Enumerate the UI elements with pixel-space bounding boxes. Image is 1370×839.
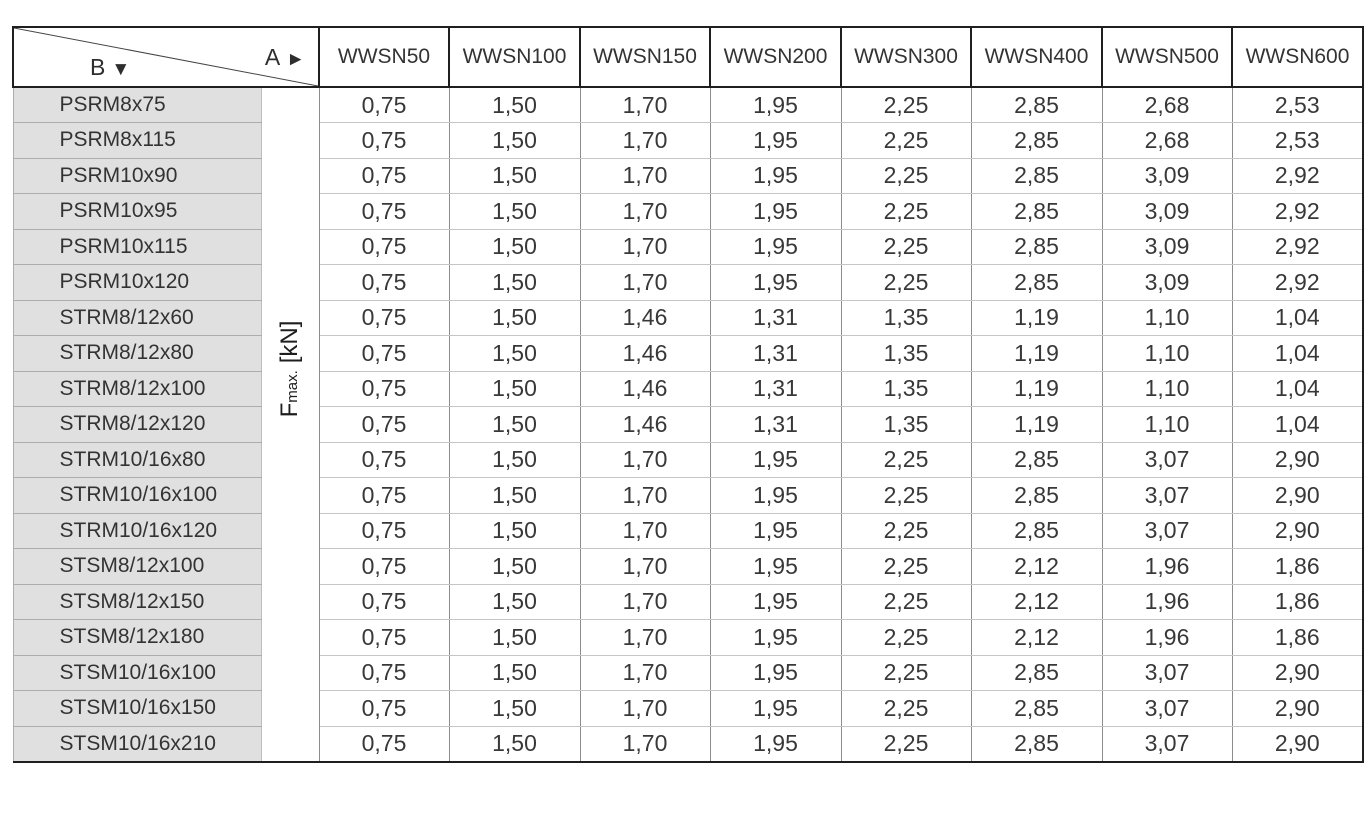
data-table	[12, 26, 1364, 763]
row-header: STRM8/12x80	[13, 336, 261, 372]
value-cell: 1,50	[449, 655, 580, 691]
row-header: STSM10/16x210	[13, 726, 261, 762]
table-row	[13, 478, 1363, 514]
value-cell: 1,95	[710, 158, 841, 194]
value-cell: 1,50	[449, 620, 580, 656]
value-cell: 2,68	[1102, 123, 1232, 159]
value-cell: 2,92	[1232, 229, 1363, 265]
value-cell: 1,95	[710, 265, 841, 301]
value-cell: 1,50	[449, 478, 580, 514]
value-cell: 1,35	[841, 300, 971, 336]
value-cell: 2,90	[1232, 655, 1363, 691]
value-cell: 1,70	[580, 87, 710, 123]
value-cell: 1,86	[1232, 584, 1363, 620]
value-cell: 2,53	[1232, 87, 1363, 123]
value-cell: 1,04	[1232, 371, 1363, 407]
value-cell: 1,50	[449, 229, 580, 265]
value-cell: 2,85	[971, 158, 1102, 194]
value-cell: 1,31	[710, 371, 841, 407]
value-cell: 1,95	[710, 549, 841, 585]
value-cell: 1,50	[449, 158, 580, 194]
value-cell: 1,46	[580, 300, 710, 336]
value-cell: 1,70	[580, 442, 710, 478]
value-cell: 1,95	[710, 620, 841, 656]
table-row	[13, 549, 1363, 585]
value-cell: 1,70	[580, 620, 710, 656]
value-cell: 1,70	[580, 691, 710, 727]
value-cell: 0,75	[319, 584, 449, 620]
value-cell: 1,70	[580, 229, 710, 265]
value-cell: 1,95	[710, 584, 841, 620]
unit-axis-cell	[261, 87, 319, 762]
value-cell: 0,75	[319, 620, 449, 656]
value-cell: 1,95	[710, 655, 841, 691]
value-cell: 1,19	[971, 300, 1102, 336]
value-cell: 2,25	[841, 194, 971, 230]
row-header: PSRM8x115	[13, 123, 261, 159]
value-cell: 1,50	[449, 549, 580, 585]
table-row	[13, 726, 1363, 762]
value-cell: 2,25	[841, 478, 971, 514]
value-cell: 1,70	[580, 726, 710, 762]
value-cell: 2,85	[971, 513, 1102, 549]
value-cell: 3,09	[1102, 194, 1232, 230]
value-cell: 2,90	[1232, 726, 1363, 762]
table-row	[13, 442, 1363, 478]
value-cell: 1,35	[841, 336, 971, 372]
value-cell: 1,10	[1102, 407, 1232, 443]
a-letter: A	[264, 44, 281, 70]
value-cell: 2,25	[841, 513, 971, 549]
value-cell: 1,04	[1232, 407, 1363, 443]
value-cell: 2,85	[971, 442, 1102, 478]
value-cell: 1,04	[1232, 300, 1363, 336]
value-cell: 1,19	[971, 407, 1102, 443]
table-body	[13, 87, 1363, 762]
value-cell: 1,31	[710, 407, 841, 443]
value-cell: 0,75	[319, 371, 449, 407]
value-cell: 1,70	[580, 123, 710, 159]
value-cell: 1,95	[710, 87, 841, 123]
value-cell: 1,95	[710, 478, 841, 514]
value-cell: 1,50	[449, 726, 580, 762]
value-cell: 2,92	[1232, 158, 1363, 194]
row-header: STSM10/16x100	[13, 655, 261, 691]
col-axis-label	[265, 44, 305, 71]
column-header: WWSN300	[841, 27, 971, 87]
value-cell: 2,85	[971, 194, 1102, 230]
unit-axis-label	[276, 321, 304, 418]
value-cell: 1,70	[580, 158, 710, 194]
value-cell: 1,96	[1102, 620, 1232, 656]
unit-axis-label-part: F	[276, 403, 303, 418]
value-cell: 1,70	[580, 265, 710, 301]
value-cell: 1,50	[449, 336, 580, 372]
value-cell: 1,46	[580, 336, 710, 372]
column-header: WWSN400	[971, 27, 1102, 87]
table-row	[13, 265, 1363, 301]
value-cell: 1,95	[710, 513, 841, 549]
column-header: WWSN100	[449, 27, 580, 87]
value-cell: 3,07	[1102, 442, 1232, 478]
table-row	[13, 584, 1363, 620]
value-cell: 2,68	[1102, 87, 1232, 123]
value-cell: 0,75	[319, 442, 449, 478]
value-cell: 2,85	[971, 655, 1102, 691]
value-cell: 3,07	[1102, 478, 1232, 514]
value-cell: 1,50	[449, 691, 580, 727]
row-header: PSRM10x95	[13, 194, 261, 230]
table-header	[13, 27, 1363, 87]
value-cell: 1,50	[449, 87, 580, 123]
table-row	[13, 691, 1363, 727]
value-cell: 1,35	[841, 407, 971, 443]
row-header: PSRM10x115	[13, 229, 261, 265]
value-cell: 1,46	[580, 407, 710, 443]
value-cell: 0,75	[319, 336, 449, 372]
value-cell: 2,25	[841, 229, 971, 265]
value-cell: 1,46	[580, 371, 710, 407]
value-cell: 0,75	[319, 158, 449, 194]
value-cell: 2,25	[841, 620, 971, 656]
value-cell: 1,95	[710, 442, 841, 478]
table-row	[13, 300, 1363, 336]
value-cell: 0,75	[319, 691, 449, 727]
value-cell: 2,92	[1232, 194, 1363, 230]
value-cell: 1,70	[580, 549, 710, 585]
column-header: WWSN600	[1232, 27, 1363, 87]
value-cell: 2,85	[971, 478, 1102, 514]
value-cell: 1,95	[710, 691, 841, 727]
value-cell: 1,95	[710, 229, 841, 265]
value-cell: 0,75	[319, 407, 449, 443]
value-cell: 0,75	[319, 300, 449, 336]
value-cell: 1,19	[971, 336, 1102, 372]
value-cell: 0,75	[319, 478, 449, 514]
value-cell: 1,31	[710, 300, 841, 336]
value-cell: 0,75	[319, 229, 449, 265]
value-cell: 1,10	[1102, 300, 1232, 336]
value-cell: 1,86	[1232, 620, 1363, 656]
table-row	[13, 336, 1363, 372]
value-cell: 2,92	[1232, 265, 1363, 301]
right-triangle-icon: ►	[286, 49, 305, 70]
row-header: PSRM10x90	[13, 158, 261, 194]
value-cell: 1,95	[710, 194, 841, 230]
value-cell: 1,50	[449, 300, 580, 336]
row-header: STSM8/12x150	[13, 584, 261, 620]
row-header: PSRM10x120	[13, 265, 261, 301]
value-cell: 1,50	[449, 442, 580, 478]
value-cell: 1,70	[580, 584, 710, 620]
table-row	[13, 194, 1363, 230]
value-cell: 3,07	[1102, 691, 1232, 727]
value-cell: 3,07	[1102, 726, 1232, 762]
value-cell: 2,90	[1232, 513, 1363, 549]
value-cell: 3,07	[1102, 655, 1232, 691]
value-cell: 0,75	[319, 194, 449, 230]
value-cell: 1,35	[841, 371, 971, 407]
table-row	[13, 655, 1363, 691]
value-cell: 1,04	[1232, 336, 1363, 372]
row-header: STRM8/12x100	[13, 371, 261, 407]
value-cell: 1,95	[710, 123, 841, 159]
value-cell: 1,50	[449, 584, 580, 620]
unit-axis-label-part: [kN]	[276, 320, 303, 364]
value-cell: 2,85	[971, 87, 1102, 123]
value-cell: 1,10	[1102, 336, 1232, 372]
table-row	[13, 87, 1363, 123]
value-cell: 1,86	[1232, 549, 1363, 585]
value-cell: 1,50	[449, 194, 580, 230]
value-cell: 2,25	[841, 87, 971, 123]
value-cell: 1,96	[1102, 549, 1232, 585]
value-cell: 2,12	[971, 584, 1102, 620]
row-header: STSM8/12x180	[13, 620, 261, 656]
value-cell: 2,25	[841, 584, 971, 620]
value-cell: 2,25	[841, 158, 971, 194]
row-header: STRM10/16x120	[13, 513, 261, 549]
value-cell: 1,70	[580, 655, 710, 691]
value-cell: 3,09	[1102, 265, 1232, 301]
value-cell: 3,09	[1102, 229, 1232, 265]
table-row	[13, 513, 1363, 549]
value-cell: 2,85	[971, 265, 1102, 301]
corner-header-cell	[13, 27, 319, 87]
value-cell: 1,50	[449, 265, 580, 301]
header-row	[13, 27, 1363, 87]
value-cell: 0,75	[319, 549, 449, 585]
row-header: STSM10/16x150	[13, 691, 261, 727]
column-header: WWSN150	[580, 27, 710, 87]
value-cell: 1,50	[449, 513, 580, 549]
table-row	[13, 371, 1363, 407]
value-cell: 2,25	[841, 549, 971, 585]
value-cell: 3,07	[1102, 513, 1232, 549]
row-header: STRM8/12x60	[13, 300, 261, 336]
row-header: STRM10/16x100	[13, 478, 261, 514]
row-header: STRM10/16x80	[13, 442, 261, 478]
value-cell: 0,75	[319, 123, 449, 159]
table-row	[13, 407, 1363, 443]
value-cell: 2,90	[1232, 478, 1363, 514]
value-cell: 2,25	[841, 655, 971, 691]
value-cell: 2,25	[841, 265, 971, 301]
column-header: WWSN50	[319, 27, 449, 87]
row-axis-label	[90, 54, 130, 81]
value-cell: 2,90	[1232, 442, 1363, 478]
value-cell: 1,50	[449, 407, 580, 443]
value-cell: 1,70	[580, 513, 710, 549]
table-row	[13, 620, 1363, 656]
value-cell: 0,75	[319, 726, 449, 762]
value-cell: 2,85	[971, 229, 1102, 265]
table-row	[13, 229, 1363, 265]
value-cell: 2,53	[1232, 123, 1363, 159]
value-cell: 2,85	[971, 123, 1102, 159]
value-cell: 1,31	[710, 336, 841, 372]
value-cell: 2,25	[841, 442, 971, 478]
table-row	[13, 123, 1363, 159]
value-cell: 1,95	[710, 726, 841, 762]
value-cell: 2,25	[841, 123, 971, 159]
value-cell: 1,70	[580, 194, 710, 230]
value-cell: 2,25	[841, 726, 971, 762]
value-cell: 2,12	[971, 549, 1102, 585]
value-cell: 2,85	[971, 726, 1102, 762]
row-header: STRM8/12x120	[13, 407, 261, 443]
value-cell: 0,75	[319, 265, 449, 301]
table-row	[13, 158, 1363, 194]
column-header: WWSN200	[710, 27, 841, 87]
unit-axis-label-part: max.	[284, 370, 301, 404]
row-header: PSRM8x75	[13, 87, 261, 123]
value-cell: 0,75	[319, 87, 449, 123]
value-cell: 2,12	[971, 620, 1102, 656]
value-cell: 2,85	[971, 691, 1102, 727]
value-cell: 1,96	[1102, 584, 1232, 620]
value-cell: 1,70	[580, 478, 710, 514]
row-header: STSM8/12x100	[13, 549, 261, 585]
value-cell: 3,09	[1102, 158, 1232, 194]
b-letter: B	[90, 54, 106, 80]
value-cell: 2,25	[841, 691, 971, 727]
down-triangle-icon: ▼	[111, 59, 131, 80]
value-cell: 1,50	[449, 123, 580, 159]
value-cell: 1,50	[449, 371, 580, 407]
value-cell: 0,75	[319, 655, 449, 691]
value-cell: 1,19	[971, 371, 1102, 407]
value-cell: 2,90	[1232, 691, 1363, 727]
value-cell: 1,10	[1102, 371, 1232, 407]
column-header: WWSN500	[1102, 27, 1232, 87]
value-cell: 0,75	[319, 513, 449, 549]
